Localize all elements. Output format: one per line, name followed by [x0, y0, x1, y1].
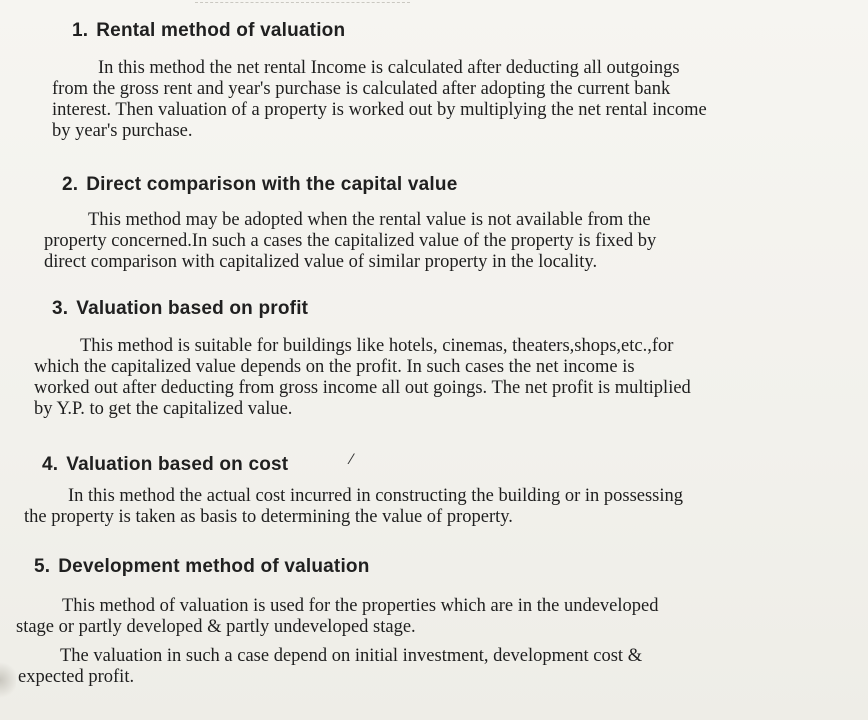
section-number: 3.	[52, 298, 69, 319]
text-line: direct comparison with capitalized value of similar property in the locality.	[44, 252, 598, 272]
section-heading	[72, 20, 345, 42]
text-line: by Y.P. to get the capitalized value.	[34, 399, 293, 419]
section-number: 2.	[62, 174, 79, 195]
section-body	[52, 58, 707, 142]
text-line: stage or partly developed & partly undeveloped stage.	[16, 617, 416, 637]
section-heading	[62, 174, 457, 196]
text-line: The valuation in such a case depend on initial investment, development cost &	[60, 646, 643, 666]
section-title: Development method of valuation	[58, 556, 370, 577]
section-number: 5.	[34, 556, 51, 577]
scan-artifact-top	[195, 2, 410, 8]
section-cost-based	[42, 454, 288, 476]
text-line: worked out after deducting from gross income all out goings. The net profit is multiplied	[34, 378, 691, 398]
text-line: In this method the net rental Income is calculated after deducting all outgoings	[98, 58, 680, 78]
text-line: the property is taken as basis to determining the value of property.	[24, 507, 513, 527]
section-profit-based	[52, 298, 308, 320]
section-heading	[42, 454, 288, 476]
section-rental-method	[72, 20, 345, 42]
section-title: Valuation based on profit	[76, 298, 309, 319]
section-body	[24, 486, 683, 528]
text-line: interest. Then valuation of a property is worked out by multiplying the net rental income	[52, 100, 707, 120]
section-number: 4.	[42, 454, 59, 475]
text-line: by year's purchase.	[52, 121, 193, 141]
text-line: property concerned.In such a cases the capitalized value of the property is fixed by	[44, 231, 657, 251]
section-title: Rental method of valuation	[96, 20, 346, 41]
text-line: expected profit.	[18, 667, 135, 687]
section-number: 1.	[72, 20, 89, 41]
text-line: In this method the actual cost incurred in constructing the building or in possessing	[68, 486, 684, 506]
section-direct-comparison	[62, 174, 457, 196]
section-title: Valuation based on cost	[66, 454, 289, 475]
text-line: This method may be adopted when the rental value is not available from the	[88, 210, 651, 230]
section-body	[44, 210, 656, 273]
section-body	[34, 336, 691, 420]
section-body	[16, 596, 658, 688]
handwritten-tick-mark: ⁄	[350, 452, 353, 468]
text-line: This method is suitable for buildings like hotels, cinemas, theaters,shops,etc.,for	[80, 336, 674, 356]
section-title: Direct comparison with the capital value	[86, 174, 458, 195]
text-line: from the gross rent and year's purchase is calculated after adopting the current bank	[52, 79, 671, 99]
text-line: This method of valuation is used for the properties which are in the undeveloped	[62, 596, 659, 616]
section-heading	[52, 298, 308, 320]
scan-artifact-corner	[0, 660, 16, 700]
section-heading	[34, 556, 370, 578]
section-development-method	[34, 556, 370, 578]
text-line: which the capitalized value depends on the profit. In such cases the net income is	[34, 357, 635, 377]
